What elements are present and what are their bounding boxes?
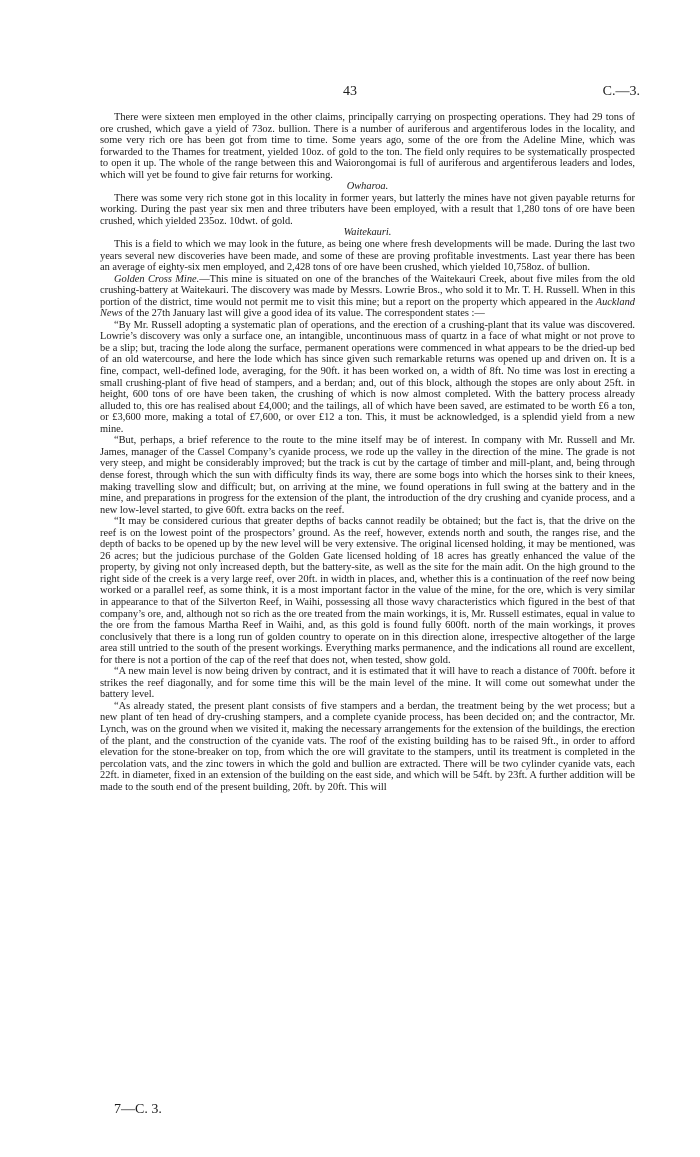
paragraph: There were sixteen men employed in the other claims, principally carrying on prospecting operations. They had 29 tons of ore crushed, which gave a yield of 73oz. bullion. There is a number of auriferous and argentiferous lodes in the locality, and some very rich ore has been got from time to time. Some years ago, some of the ore from the Adeline Mine, which was forwarded to the Thames for treatment, yielded 10oz. of gold to the ton. The field only requires to be systematically prospected to open it up. The whole of the range between this and Waiorongomai is full of auriferous and argentiferous leaders and lodes, which will yet be found to give fair returns for working. [100,112,635,181]
paragraph-text: This mine is situated on one of the branches of the Waitekauri Creek, about five miles from the old crushing-battery at Waitekauri. The discovery was made by Messrs. Lowrie Bros., who sold it to Mr. T. H. Russell. When in this portion of the district, time would not permit me to visit this mine; but a report on the property which appeared in the [100,273,635,308]
em-dash: — [199,273,210,285]
section-heading-waitekauri: Waitekauri. [343,227,392,239]
section-heading-owharoa: Owharoa. [346,181,389,193]
page-number: 43 [343,84,357,99]
paragraph-golden-cross [100,274,635,320]
paragraph: “But, perhaps, a brief reference to the route to the mine itself may be of interest. In company with Mr. Russell and Mr. James, manager of the Cassel Company’s cyanide process, we rode up the valley in the direction of the mine. The grade is not very steep, and might be considerably improved; but the track is cut by the cartage of timber and mill-plant, and, being through dense forest, through which the sun with difficulty finds its way, there are some bogs into which the horses sink to their knees, making travelling slow and difficult; but, on arriving at the mine, we found operations in full swing at the battery and in the mine, and preparations in progress for the extension of the plant, the introduction of the dry crushing and cyanide process, and a new low-level started, to give 60ft. extra backs on the reef. [100,435,635,516]
paragraph: This is a field to which we may look in the future, as being one where fresh developments will be made. During the last two years several new discoveries have been made, and some of these are proving profitable investments. Last year there has been an average of eighty-six men employed, and 2,428 tons of ore have been crushed, which yielded 10,758oz. of bullion. [100,239,635,274]
paragraph: “As already stated, the present plant consists of five stampers and a berdan, the treatment being by the wet process; but a new plant of ten head of dry-crushing stampers, and a complete cyanide process, has been decided on; and the contractor, Mr. Lynch, was on the ground when we visited it, making the necessary arrangements for the extension of the buildings, the erection of the plant, and the construction of the cyanide vats. The roof of the existing building has to be raised 9ft., in order to afford elevation for the stone-breaker on top, from which the ore will gravitate to the stampers, until its treatment is completed in the percolation vats, and the zinc towers in which the gold and bullion are extracted. There will be two cylinder cyanide vats, each 22ft. in diameter, fixed in an extension of the building on the east side, and which will be 54ft. by 23ft. A further addition will be made to the south end of the present building, 20ft. by 20ft. This will [100,700,635,793]
paragraph: “A new main level is now being driven by contract, and it is estimated that it will have to reach a distance of 700ft. before it strikes the reef diagonally, and for some time this will be the main level of the mine. It will come out somewhat under the battery level. [100,666,635,701]
paragraph: “By Mr. Russell adopting a systematic plan of operations, and the erection of a crushing-plant that its value was discovered. Lowrie’s discovery was only a surface one, an intangible, uncontinuous mass of quartz in a face of what might or not prove to be a slip; but, tracing the lode along the surface, permanent operations were commenced in what appears to be the dried-up bed of an old watercourse, and here the lode which has since given such remarkable returns was opened up and driven on. It is a fine, compact, well-defined lode, averaging, for the 90ft. it has been worked on, a width of 8ft. No time was lost in erecting a small crushing-plant of five head of stampers, and a berdan; and, out of this block, although the stopes are only about 25ft. in height, 600 tons of ore have been taken, the crushing of which is now almost completed. With the battery process already alluded to, this ore has realised about £4,000; and the tailings, all of which have been saved, are estimated to be worth £6 a ton, or £3,600 more, making a total of £7,600, or over £12 a ton. This, it must be acknowledged, is a splendid yield from a new mine. [100,319,635,435]
paragraph: “It may be considered curious that greater depths of backs cannot readily be obtained; but the fact is, that the drive on the reef is on the lowest point of the prospectors’ ground. As the reef, however, extends north and south, the ranges rise, and the depth of backs to be opened up by the new level will be very extensive. The original licensed holding, it may be mentioned, was 26 acres; but the judicious purchase of the Golden Gate licensed holding of 18 acres has greatly enhanced the value of the property, by giving not only increased depth, but the battery-site, as well as the site for the main adit. On the high ground to the right side of the creek is a very large reef, over 20ft. in width in places, and, whether this is a continuation of the reef now being worked or a parallel reef, as some think, it is a most important factor in the value of the mine, for the ore, which is very similar in appearance to that of the Silverton Reef, in Waihi, possessing all those wavy characteristics which figured in the best of that company’s ore, and, although not so rich as the ore treated from the main workings, it is, Mr. Russell estimates, equal in value to the ore from the famous Martha Reef in Waihi, and, as this gold is found fully 600ft. north of the main workings, it proves conclusively that there is a long run of golden country to operate on in this direction alone, irrespective altogether of the large area still untried to the south of the present workings. Everything marks permanence, and the indications all round are excellent, for there is not a portion of the cap of the reef that does not, when tested, show gold. [100,516,635,666]
paragraph-text: of the 27th January last will give a good idea of its value. The correspondent states :— [125,308,485,320]
body-text [100,112,635,793]
newspaper-title: Auckland News [100,296,635,320]
golden-cross-title: Golden Cross Mine. [114,273,200,285]
printer-signature: 7—C. 3. [114,1102,162,1117]
document-reference: C.—3. [602,84,640,99]
paragraph: There was some very rich stone got in this locality in former years, but latterly the mines have not given payable returns for working. During the past year six men and three tributers have been employed, with a result that 1,280 tons of ore have been crushed, which yielded 235oz. 10dwt. of gold. [100,192,635,227]
